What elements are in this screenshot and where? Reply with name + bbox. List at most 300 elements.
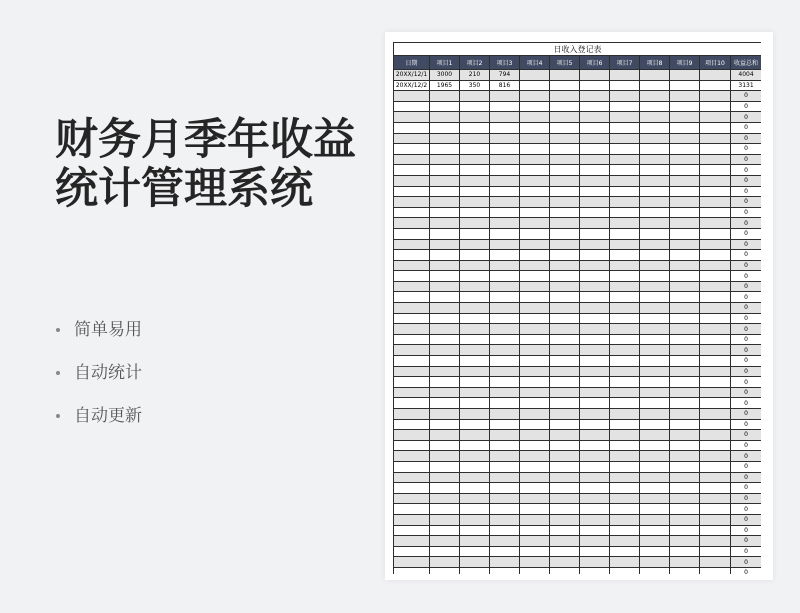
table-cell bbox=[430, 175, 460, 186]
table-cell bbox=[550, 451, 580, 462]
table-cell bbox=[670, 514, 700, 525]
column-header: 项目3 bbox=[490, 56, 520, 70]
table-row bbox=[394, 112, 762, 123]
table-cell bbox=[394, 472, 430, 483]
table-cell bbox=[580, 387, 610, 398]
table-cell bbox=[460, 292, 490, 303]
table-cell bbox=[490, 377, 520, 388]
table-cell bbox=[460, 567, 490, 574]
table-cell bbox=[610, 144, 640, 155]
table-cell bbox=[670, 409, 700, 420]
table-cell bbox=[610, 557, 640, 568]
table-cell bbox=[490, 504, 520, 515]
table-cell bbox=[520, 366, 550, 377]
table-cell: 20XX/12/2 bbox=[394, 80, 430, 91]
table-cell bbox=[580, 356, 610, 367]
table-cell bbox=[520, 536, 550, 547]
table-cell bbox=[700, 303, 731, 314]
table-cell bbox=[394, 228, 430, 239]
table-cell bbox=[640, 303, 670, 314]
table-cell bbox=[640, 324, 670, 335]
table-cell bbox=[700, 440, 731, 451]
table-cell bbox=[610, 228, 640, 239]
table-cell bbox=[394, 303, 430, 314]
table-cell bbox=[610, 260, 640, 271]
table-cell bbox=[700, 514, 731, 525]
feature-item bbox=[56, 308, 142, 351]
table-cell: 0 bbox=[731, 303, 762, 314]
table-row bbox=[394, 461, 762, 472]
table-cell bbox=[550, 197, 580, 208]
table-cell bbox=[394, 366, 430, 377]
table-cell bbox=[610, 536, 640, 547]
table-cell bbox=[700, 112, 731, 123]
table-cell bbox=[430, 144, 460, 155]
table-cell bbox=[580, 567, 610, 574]
table-cell bbox=[640, 546, 670, 557]
table-cell: 0 bbox=[731, 557, 762, 568]
table-cell bbox=[640, 239, 670, 250]
table-cell bbox=[394, 334, 430, 345]
bullet-icon bbox=[56, 371, 60, 375]
table-cell bbox=[394, 409, 430, 420]
table-cell bbox=[520, 430, 550, 441]
table-row bbox=[394, 144, 762, 155]
table-cell bbox=[700, 250, 731, 261]
table-cell bbox=[490, 154, 520, 165]
table-cell bbox=[610, 197, 640, 208]
table-cell bbox=[460, 197, 490, 208]
table-cell bbox=[700, 292, 731, 303]
table-cell bbox=[520, 175, 550, 186]
table-cell: 0 bbox=[731, 260, 762, 271]
table-cell bbox=[430, 101, 460, 112]
table-cell bbox=[430, 91, 460, 102]
table-cell bbox=[670, 175, 700, 186]
table-cell bbox=[670, 197, 700, 208]
table-cell bbox=[580, 91, 610, 102]
table-cell bbox=[394, 557, 430, 568]
table-cell: 3000 bbox=[430, 70, 460, 81]
table-cell bbox=[610, 324, 640, 335]
table-row bbox=[394, 133, 762, 144]
table-cell bbox=[670, 461, 700, 472]
table-cell bbox=[670, 101, 700, 112]
table-cell bbox=[670, 504, 700, 515]
table-cell bbox=[550, 218, 580, 229]
table-cell bbox=[394, 430, 430, 441]
table-cell bbox=[550, 122, 580, 133]
table-cell bbox=[670, 356, 700, 367]
table-row bbox=[394, 292, 762, 303]
table-cell: 0 bbox=[731, 504, 762, 515]
table-cell bbox=[460, 281, 490, 292]
table-cell bbox=[550, 493, 580, 504]
table-cell bbox=[394, 281, 430, 292]
table-cell bbox=[460, 419, 490, 430]
table-cell bbox=[394, 345, 430, 356]
table-cell bbox=[700, 91, 731, 102]
table-cell bbox=[580, 292, 610, 303]
table-cell bbox=[460, 250, 490, 261]
table-cell bbox=[490, 239, 520, 250]
table-cell bbox=[490, 387, 520, 398]
column-header: 项目10 bbox=[700, 56, 731, 70]
table-cell bbox=[520, 546, 550, 557]
table-cell bbox=[550, 292, 580, 303]
table-cell bbox=[520, 419, 550, 430]
table-cell bbox=[394, 91, 430, 102]
table-cell bbox=[670, 493, 700, 504]
table-cell bbox=[520, 324, 550, 335]
table-cell bbox=[550, 281, 580, 292]
table-cell bbox=[550, 419, 580, 430]
table-title: 日收入登记表 bbox=[394, 43, 762, 56]
table-cell bbox=[580, 260, 610, 271]
table-cell bbox=[430, 536, 460, 547]
table-cell bbox=[610, 80, 640, 91]
table-cell bbox=[394, 112, 430, 123]
table-cell bbox=[490, 144, 520, 155]
table-cell bbox=[610, 313, 640, 324]
table-cell bbox=[580, 122, 610, 133]
table-cell bbox=[490, 324, 520, 335]
table-cell bbox=[460, 525, 490, 536]
table-cell bbox=[550, 70, 580, 81]
table-cell bbox=[640, 419, 670, 430]
table-cell bbox=[670, 91, 700, 102]
table-cell bbox=[550, 175, 580, 186]
table-cell bbox=[490, 197, 520, 208]
table-cell bbox=[610, 334, 640, 345]
table-cell bbox=[550, 557, 580, 568]
table-row bbox=[394, 387, 762, 398]
table-cell bbox=[580, 80, 610, 91]
table-cell bbox=[394, 525, 430, 536]
table-cell bbox=[430, 409, 460, 420]
table-cell bbox=[700, 356, 731, 367]
table-cell bbox=[460, 175, 490, 186]
feature-list bbox=[56, 308, 142, 437]
table-cell bbox=[520, 112, 550, 123]
column-header: 项目4 bbox=[520, 56, 550, 70]
table-cell bbox=[394, 483, 430, 494]
table-cell bbox=[430, 197, 460, 208]
table-cell bbox=[700, 313, 731, 324]
table-cell bbox=[670, 70, 700, 81]
table-cell bbox=[580, 165, 610, 176]
table-cell bbox=[394, 175, 430, 186]
table-cell bbox=[610, 91, 640, 102]
table-cell: 0 bbox=[731, 377, 762, 388]
table-cell bbox=[520, 451, 550, 462]
table-cell bbox=[670, 218, 700, 229]
table-row bbox=[394, 228, 762, 239]
table-cell bbox=[580, 324, 610, 335]
table-cell bbox=[580, 525, 610, 536]
table-cell bbox=[490, 292, 520, 303]
table-cell bbox=[520, 557, 550, 568]
table-cell bbox=[550, 536, 580, 547]
table-row bbox=[394, 567, 762, 574]
table-cell: 0 bbox=[731, 154, 762, 165]
table-cell bbox=[580, 451, 610, 462]
table-cell bbox=[550, 409, 580, 420]
table-cell bbox=[394, 461, 430, 472]
table-cell bbox=[430, 112, 460, 123]
table-cell bbox=[550, 271, 580, 282]
table-row bbox=[394, 260, 762, 271]
table-cell bbox=[700, 324, 731, 335]
table-cell bbox=[394, 504, 430, 515]
table-cell bbox=[550, 324, 580, 335]
table-cell bbox=[490, 567, 520, 574]
table-cell: 350 bbox=[460, 80, 490, 91]
table-cell bbox=[610, 409, 640, 420]
table-cell bbox=[640, 525, 670, 536]
table-cell bbox=[394, 493, 430, 504]
table-cell bbox=[550, 228, 580, 239]
table-row bbox=[394, 377, 762, 388]
table-cell bbox=[394, 546, 430, 557]
table-cell bbox=[700, 451, 731, 462]
table-cell: 0 bbox=[731, 324, 762, 335]
table-cell: 0 bbox=[731, 133, 762, 144]
table-cell bbox=[394, 387, 430, 398]
table-cell bbox=[610, 186, 640, 197]
table-cell bbox=[670, 165, 700, 176]
table-cell bbox=[640, 260, 670, 271]
table-cell bbox=[610, 430, 640, 441]
table-cell bbox=[670, 557, 700, 568]
table-cell bbox=[670, 387, 700, 398]
table-cell bbox=[640, 493, 670, 504]
table-cell bbox=[670, 377, 700, 388]
table-cell bbox=[520, 271, 550, 282]
table-cell bbox=[640, 440, 670, 451]
table-cell bbox=[490, 218, 520, 229]
table-cell bbox=[700, 197, 731, 208]
table-cell bbox=[640, 472, 670, 483]
table-cell bbox=[640, 154, 670, 165]
table-cell bbox=[580, 228, 610, 239]
table-row bbox=[394, 483, 762, 494]
table-cell bbox=[700, 281, 731, 292]
title-line-2: 统计管理系统 bbox=[55, 164, 313, 214]
table-cell bbox=[490, 419, 520, 430]
table-cell bbox=[640, 186, 670, 197]
table-cell: 0 bbox=[731, 228, 762, 239]
table-cell bbox=[490, 451, 520, 462]
table-cell bbox=[700, 409, 731, 420]
table-cell bbox=[610, 356, 640, 367]
table-cell: 794 bbox=[490, 70, 520, 81]
table-cell bbox=[610, 175, 640, 186]
table-row bbox=[394, 345, 762, 356]
table-cell bbox=[430, 483, 460, 494]
table-cell bbox=[520, 133, 550, 144]
table-cell bbox=[460, 260, 490, 271]
table-cell bbox=[640, 356, 670, 367]
table-cell bbox=[490, 91, 520, 102]
title-line-1: 财务月季年收益 bbox=[55, 115, 356, 165]
table-cell bbox=[520, 165, 550, 176]
table-cell bbox=[700, 271, 731, 282]
table-cell bbox=[670, 419, 700, 430]
table-cell bbox=[700, 483, 731, 494]
table-cell bbox=[520, 377, 550, 388]
table-cell bbox=[550, 101, 580, 112]
table-cell bbox=[580, 70, 610, 81]
table-cell: 0 bbox=[731, 345, 762, 356]
table-cell bbox=[394, 313, 430, 324]
table-cell bbox=[700, 228, 731, 239]
table-cell bbox=[640, 409, 670, 420]
table-cell bbox=[670, 546, 700, 557]
table-cell bbox=[610, 218, 640, 229]
table-cell bbox=[490, 112, 520, 123]
table-cell bbox=[520, 186, 550, 197]
table-row bbox=[394, 546, 762, 557]
table-cell bbox=[394, 567, 430, 574]
table-row bbox=[394, 239, 762, 250]
table-row bbox=[394, 281, 762, 292]
table-cell bbox=[610, 112, 640, 123]
table-cell bbox=[460, 313, 490, 324]
table-cell bbox=[520, 483, 550, 494]
table-cell bbox=[640, 334, 670, 345]
table-row bbox=[394, 250, 762, 261]
table-cell bbox=[460, 218, 490, 229]
table-row bbox=[394, 472, 762, 483]
table-cell bbox=[580, 239, 610, 250]
table-cell bbox=[550, 440, 580, 451]
table-cell bbox=[490, 186, 520, 197]
table-cell bbox=[640, 228, 670, 239]
table-cell bbox=[490, 398, 520, 409]
table-cell bbox=[460, 430, 490, 441]
table-row bbox=[394, 101, 762, 112]
table-cell bbox=[460, 472, 490, 483]
table-cell bbox=[580, 133, 610, 144]
table-cell bbox=[670, 250, 700, 261]
table-cell bbox=[610, 250, 640, 261]
table-cell bbox=[394, 207, 430, 218]
table-cell: 0 bbox=[731, 525, 762, 536]
table-cell bbox=[640, 483, 670, 494]
table-cell bbox=[700, 472, 731, 483]
table-cell bbox=[490, 101, 520, 112]
table-row bbox=[394, 334, 762, 345]
table-cell bbox=[430, 271, 460, 282]
table-cell bbox=[640, 345, 670, 356]
table-cell bbox=[640, 313, 670, 324]
table-cell bbox=[550, 461, 580, 472]
table-row bbox=[394, 409, 762, 420]
table-cell: 0 bbox=[731, 281, 762, 292]
table-cell bbox=[520, 239, 550, 250]
table-cell: 0 bbox=[731, 250, 762, 261]
table-cell bbox=[700, 186, 731, 197]
table-row bbox=[394, 324, 762, 335]
table-cell bbox=[394, 154, 430, 165]
table-cell: 4004 bbox=[731, 70, 762, 81]
table-cell bbox=[610, 122, 640, 133]
table-cell bbox=[394, 398, 430, 409]
table-cell bbox=[700, 567, 731, 574]
table-cell bbox=[460, 239, 490, 250]
table-cell bbox=[640, 366, 670, 377]
table-cell: 0 bbox=[731, 567, 762, 574]
table-cell bbox=[640, 165, 670, 176]
table-cell: 0 bbox=[731, 239, 762, 250]
table-cell: 0 bbox=[731, 419, 762, 430]
table-cell bbox=[640, 292, 670, 303]
table-cell bbox=[670, 133, 700, 144]
table-cell bbox=[490, 536, 520, 547]
table-cell bbox=[490, 430, 520, 441]
table-cell bbox=[700, 398, 731, 409]
table-cell bbox=[394, 250, 430, 261]
table-row bbox=[394, 419, 762, 430]
table-cell bbox=[580, 440, 610, 451]
table-cell: 0 bbox=[731, 292, 762, 303]
table-cell bbox=[460, 271, 490, 282]
table-cell bbox=[670, 144, 700, 155]
table-cell bbox=[460, 112, 490, 123]
table-cell: 0 bbox=[731, 207, 762, 218]
table-cell: 0 bbox=[731, 218, 762, 229]
table-cell bbox=[700, 377, 731, 388]
table-cell bbox=[640, 377, 670, 388]
table-cell bbox=[550, 334, 580, 345]
table-cell bbox=[460, 154, 490, 165]
table-cell bbox=[700, 525, 731, 536]
table-cell bbox=[430, 356, 460, 367]
table-cell: 0 bbox=[731, 112, 762, 123]
table-cell bbox=[580, 409, 610, 420]
table-cell bbox=[700, 80, 731, 91]
table-cell bbox=[610, 419, 640, 430]
feature-item bbox=[56, 351, 142, 394]
table-cell bbox=[430, 122, 460, 133]
table-cell bbox=[640, 101, 670, 112]
table-cell bbox=[520, 228, 550, 239]
table-cell bbox=[460, 133, 490, 144]
table-cell bbox=[670, 207, 700, 218]
table-cell bbox=[580, 546, 610, 557]
table-cell bbox=[490, 366, 520, 377]
table-cell bbox=[700, 218, 731, 229]
table-cell: 0 bbox=[731, 472, 762, 483]
table-cell: 0 bbox=[731, 334, 762, 345]
table-cell bbox=[490, 356, 520, 367]
table-cell bbox=[670, 525, 700, 536]
table-cell bbox=[610, 154, 640, 165]
table-cell bbox=[520, 101, 550, 112]
table-cell bbox=[394, 514, 430, 525]
table-cell bbox=[460, 514, 490, 525]
table-cell: 0 bbox=[731, 536, 762, 547]
table-cell bbox=[430, 260, 460, 271]
table-cell bbox=[460, 334, 490, 345]
table-cell bbox=[610, 483, 640, 494]
table-cell bbox=[460, 461, 490, 472]
table-row bbox=[394, 218, 762, 229]
table-cell bbox=[490, 483, 520, 494]
table-cell bbox=[700, 239, 731, 250]
table-cell bbox=[610, 70, 640, 81]
